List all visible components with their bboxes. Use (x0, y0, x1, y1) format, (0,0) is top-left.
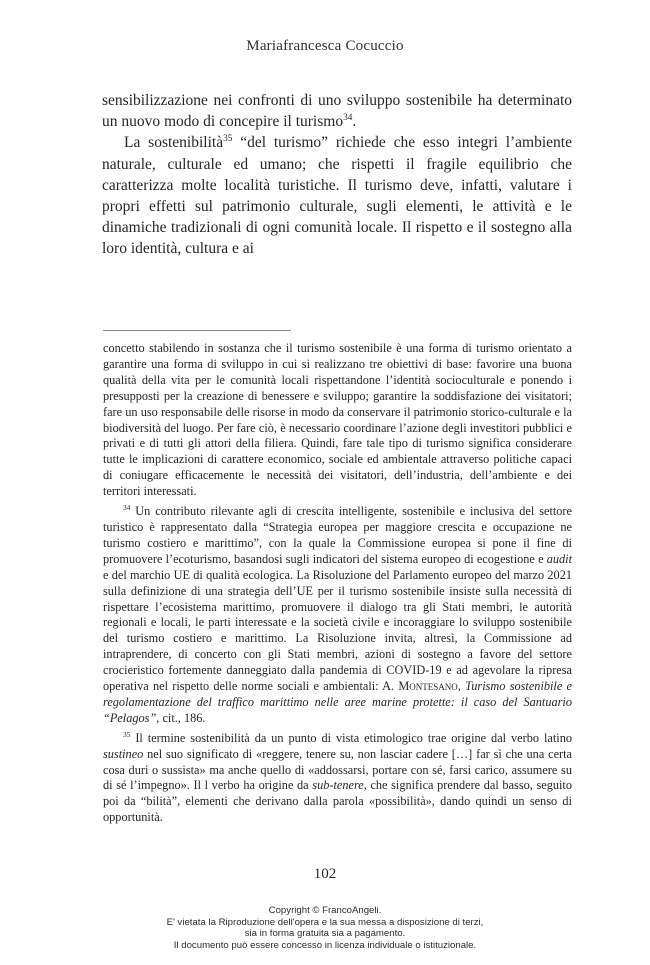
main-text (102, 90, 572, 260)
footnote-continuation: concetto stabilendo in sostanza che il turismo sostenibile è una forma di turismo orientato a garantire una forma di sviluppo in cui si realizzano tre obiettivi di base: favorire una buona qualità della vita per le comunità locali rispettandone l’identità socioculturale e ponendo i presupposti per la creazione di benessere e sviluppo; garantire la soddisfazione dei visitatori; fare un uso responsabile delle risorse in modo da conservare il patrimonio storico-culturale e la biodiversità del luogo. Per fare ciò, è necessario coordinare l’azione degli investitori pubblici e privati e di tutti gli attori della filiera. Quindi, fare tale tipo di turismo significa considerare tutte le implicazioni di carattere economico, sociale ed ambientale attraverso politiche capaci di coniugare efficacemente le necessità dei visitatori, dell’industria, dell’ambiente e dei territori interessati. (103, 341, 572, 499)
footnote-ref-35[interactable]: 35 (223, 134, 233, 145)
copyright-line-3: sia in forma gratuita sia a pagamento. (244, 928, 406, 940)
copyright-line-1: Copyright © FrancoAngeli. (268, 905, 382, 916)
paragraph-2-text: “del turismo” richiede che esso integri l’ambiente naturale, culturale ed umano; che rispetti il fragile equilibrio che caratterizza molte località turistiche. Il turismo deve, infatti, valutare i propri effetti sul patrimonio culturale, sugli elementi, le attività e le dinamiche tradizionali di ogni comunità locale. Il rispetto e il sostegno alla loro identità, cultura e ai (102, 134, 572, 258)
copyright-line-2: E' vietata la Riproduzione dell'opera e la sua messa a disposizione di terzi, (166, 916, 484, 928)
footnote-34-separator: , (457, 679, 466, 694)
copyright-notice (0, 905, 650, 951)
footnote-separator (103, 330, 291, 331)
footnote-34-author: Montesano (398, 679, 458, 694)
paragraph-1-end: . (352, 113, 357, 131)
footnote-34-number: 34 (123, 502, 131, 512)
footnote-ref-34[interactable]: 34 (343, 113, 353, 124)
footnotes (103, 341, 572, 826)
footnote-35 (103, 731, 572, 826)
footnote-34 (103, 504, 572, 727)
paragraph-1 (102, 90, 572, 132)
footnote-35-sustineo: sustineo (103, 746, 144, 761)
paragraph-1-text: sensibilizzazione nei confronti di uno sviluppo sostenibile ha determinato un nuovo modo di concepire il turismo (102, 92, 572, 131)
footnote-35-text: Il termine sostenibilità da un punto di vista etimologico trae origine dal verbo latino (130, 730, 572, 745)
footnote-35-subtenere: sub-tenere (312, 778, 364, 793)
footnote-35-number: 35 (123, 729, 131, 739)
footnote-35-text-2: nel suo significato di «reggere, tenere su, non lasciar cadere […] far sì che una certa cosa duri o sussista» ma anche quello di «addossarsi, portare con sé, farsi carico, assumere su di sé l’impegno». Il l verbo ha origine da (103, 746, 572, 793)
footnote-34-title: Turismo sostenibile e regolamentazione del traffico marittimo nelle aree marine protette: il caso del Santuario “Pelagos” (103, 679, 573, 725)
footnote-34-audit: audit (546, 551, 572, 566)
paragraph-2 (102, 132, 572, 259)
paragraph-2-start: La sostenibilità (124, 134, 224, 152)
copyright-line-4: Il documento può essere concesso in licenza individuale o istituzionale. (173, 939, 477, 951)
page-number: 102 (313, 866, 337, 882)
footnote-34-text: Un contributo rilevante agli di crescita intelligente, sostenibile e inclusiva del settore turistico è rappresentato dalla “Strategia europea per maggiore crescita e occupazione ne turismo costiero e marittimo”, con la quale la Commissione europea si pone il fine di promuovere l’ecoturismo, basandosi sugli indicatori del sistema europeo di ecogestione e (103, 504, 572, 566)
running-head-author: Mariafrancesca Cocuccio (246, 38, 404, 54)
footnote-34-end: , cit., 186. (156, 710, 206, 725)
footnote-34-text-2: e del marchio UE di qualità ecologica. La Risoluzione del Parlamento europeo del marzo 2021 sulla definizione di una strategia dell’UE per il turismo sostenibile insiste sulla necessità di rispettare l’ecosistema marittimo, promuovere il dialogo tra gli Stati membri, le autorità regionali e locali, le parti interessate e la società civile e incoraggiare lo sviluppo sostenibile del turismo costiero e marittimo. La Risoluzione invita, altresì, la Commissione ad intraprendere, di concerto con gli Stati membri, azioni di sostegno a favore del settore crocieristico fortemente danneggiato dalla pandemia di COVID-19 e ad agevolare la ripresa operativa nel rispetto delle norme sociali e ambientali: A. (103, 567, 572, 694)
footnote-35-text-3: , che significa prendere dal basso, seguito poi da “bilità”, elementi che derivano dalla parola «possibilità», dando quindi un senso di opportunità. (103, 778, 572, 825)
